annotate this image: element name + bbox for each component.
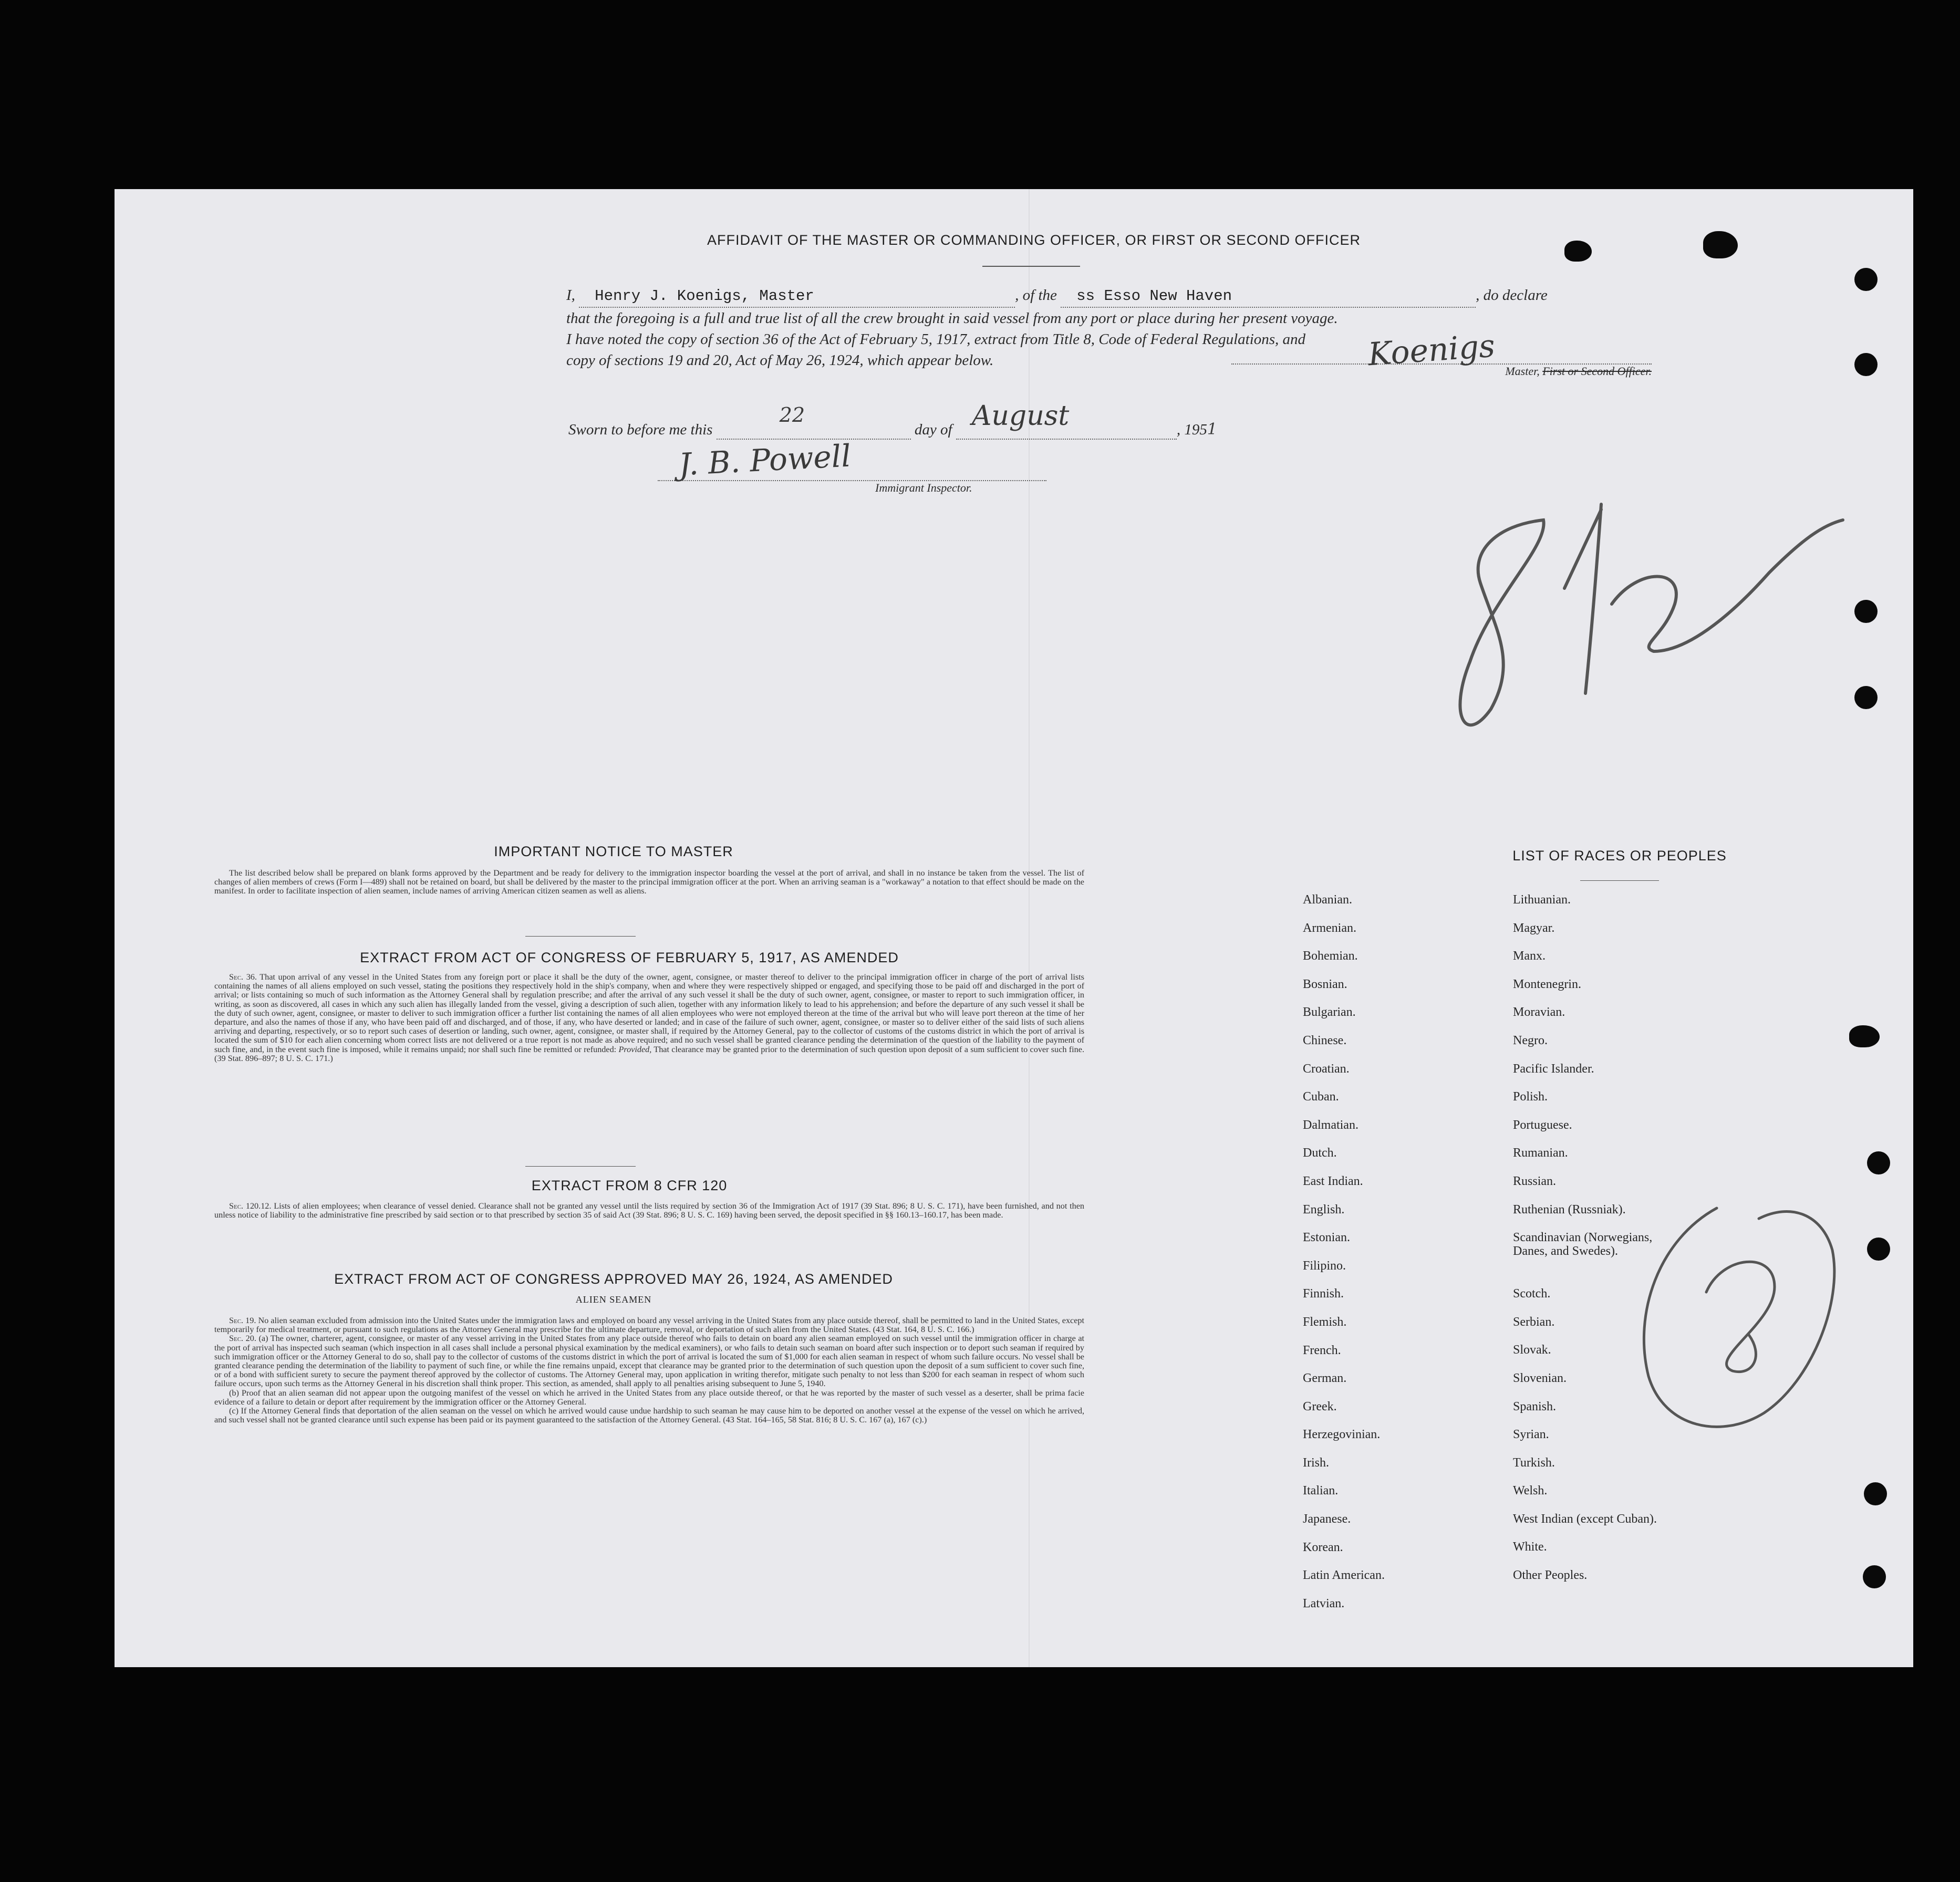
- race-item: Serbian.: [1513, 1315, 1555, 1329]
- race-item: Manx.: [1513, 949, 1546, 963]
- handwritten-date-mark: [1391, 462, 1864, 756]
- race-item: Pacific Islander.: [1513, 1062, 1594, 1076]
- races-left-column: [1303, 893, 1502, 1625]
- struck-caption: First or Second Officer.: [1542, 365, 1652, 378]
- race-item: Spanish.: [1513, 1399, 1557, 1413]
- sec-20c-paragraph: (c) If the Attorney General finds that deportation of the alien seaman on the vessel on which he arrived would cause undue hardship to such seaman he may cause him to be deported on another vessel at the expense of the vessel on which he arrived, and such vessel shall not be granted clearance until such expense has been paid or its payment guaranteed to the satisfaction of the Attorney General. (43 Stat. 164–165, 58 Stat. 816; 8 U. S. C. 167 (a), 167 (c).): [214, 1406, 1084, 1425]
- race-item: Cuban.: [1303, 1090, 1339, 1104]
- title-rule: [982, 266, 1080, 267]
- year-suffix: 1: [1207, 420, 1217, 439]
- race-item: Welsh.: [1513, 1484, 1548, 1498]
- race-item: Finnish.: [1303, 1287, 1344, 1301]
- of-the-label: , of the: [1015, 287, 1057, 304]
- sec-120-label: Sec. 120.12.: [229, 1201, 272, 1211]
- race-item: German.: [1303, 1371, 1347, 1386]
- sec-36-text-end: That clearance may be granted prior to the determination of such question upon deposit of a sum sufficient to cover such fine. (39 Stat. 896–897; 8 U. S. C. 171.): [214, 1044, 1084, 1063]
- races-rule: [1580, 880, 1659, 881]
- race-item: Latin American.: [1303, 1568, 1385, 1583]
- punch-hole: [1863, 1565, 1886, 1588]
- race-item: White.: [1513, 1540, 1547, 1554]
- race-item: Turkish.: [1513, 1455, 1555, 1470]
- race-item: Flemish.: [1303, 1315, 1347, 1329]
- year-prefix: , 195: [1176, 421, 1207, 438]
- race-item: West Indian (except Cuban).: [1513, 1512, 1657, 1526]
- declaration-line-1: [566, 285, 1648, 308]
- race-item: Latvian.: [1303, 1596, 1345, 1610]
- sworn-prefix: Sworn to before me this: [568, 421, 713, 438]
- master-signature-block: [1200, 327, 1652, 378]
- race-item: Italian.: [1303, 1484, 1339, 1498]
- section-rule: [525, 1166, 636, 1167]
- master-name: Henry J. Koenigs, Master: [595, 287, 814, 305]
- race-item: Herzegovinian.: [1303, 1428, 1381, 1442]
- race-item: Greek.: [1303, 1399, 1337, 1413]
- sec-19-label: Sec. 19.: [229, 1316, 256, 1325]
- sec-19-paragraph: [214, 1316, 1084, 1334]
- sec-20a-text: (a) The owner, charterer, agent, consignee, or master of any vessel arriving in the United States from any place outside thereof who fails to detain on board any alien seaman employed on such vessel until the immigration officer in charge at the port of arrival has inspected such seaman (which inspection in all cases shall include a personal physical examination by the medical examiners), or who fails to detain such seaman on board after such inspection or to deport such seaman if required by such immigration officer or the Attorney General to do so, shall pay to the collector of customs of the customs district in which the port of arrival is located the sum of $1,000 for each alien seaman in respect of whom such failure occurs. No vessel shall be granted clearance pending the determination of the liability to payment of such fine, or while the fine remains unpaid, except that clearance may be granted prior to the determination of such question upon the deposit of a sum sufficient to cover such fine, or of a bond with sufficient surety to secure the payment thereof approved by the collector of customs. The Attorney General may, upon application in writing therefor, mitigate such penalty to not less than $200 for each seaman in respect of whom such failure occurs, upon such terms as the Attorney General in his discretion shall think proper. This section, as amended, shall apply to all penalties arising subsequent to June 5, 1940.: [214, 1334, 1085, 1389]
- sworn-month-field: [956, 400, 1177, 440]
- sec-36-paragraph: [214, 973, 1084, 1063]
- inspector-signature-block: [658, 438, 1046, 495]
- punch-hole: [1864, 1482, 1887, 1505]
- race-item: French.: [1303, 1343, 1341, 1357]
- date-mark-text: 8/22: [1391, 462, 1392, 463]
- declaration-line-3: I have noted the copy of section 36 of the Act of February 5, 1917, extract from Title 8, Code of Federal Regulations, and: [566, 331, 1306, 348]
- sec-20-label: Sec. 20.: [229, 1334, 256, 1344]
- sec-20b-paragraph: (b) Proof that an alien seaman did not appear upon the outgoing manifest of the vessel on which he arrived in the United States from any place outside thereof, or that he was reported by the master of such vessel as a deserter, shall be prima facie evidence of a failure to detain or deport after requirement by the immigration officer or the Attorney General.: [214, 1388, 1084, 1407]
- extract-cfr-text: [214, 1202, 1084, 1220]
- punch-hole: [1867, 1151, 1890, 1174]
- sec-36-label: Sec. 36.: [229, 972, 257, 982]
- declaration-line-4: copy of sections 19 and 20, Act of May 26, 1924, which appear below.: [566, 352, 994, 369]
- race-item: Rumanian.: [1513, 1146, 1568, 1160]
- race-item: Slovenian.: [1513, 1371, 1567, 1385]
- master-name-field: [579, 285, 1015, 308]
- vessel-name: ss Esso New Haven: [1076, 287, 1232, 305]
- race-item: Japanese.: [1303, 1512, 1351, 1526]
- race-item: Filipino.: [1303, 1259, 1346, 1273]
- race-item: Estonian.: [1303, 1231, 1350, 1245]
- declaration-line-2: that the foregoing is a full and true list of all the crew brought in said vessel from any port or place during her present voyage.: [566, 310, 1338, 327]
- master-signature: Koenigs: [1366, 327, 1497, 373]
- race-item: Dalmatian.: [1303, 1118, 1358, 1132]
- sec-36-text: That upon arrival of any vessel in the United States from any foreign port or place it shall be the duty of the owner, agent, consignee, or master thereof to deliver to the principal immigration officer in charge of the port of arrival lists containing the names of all aliens employed on such vessel, stating the positions they respectively hold in the ship's company, when and where they were respectively shipped or engaged, and specifying those to be paid off and discharged in the port of arrival; or lists containing so much of such information as the Attorney General shall by regulation prescribe; and after the arrival of any such vessel it shall be the duty of such owner, agent, consignee, or master to report to such immigration officer, in writing, as soon as discovered, all cases in which any such alien has illegally landed from the vessel, giving a description of such alien, together with any information likely to lead to his apprehension; and before the departure of any such vessel it shall be the duty of such owner, agent, consignee, or master to deliver to such immigration officer a further list containing the names of all alien employees who were not employed thereon at the time of the arrival but who will leave port thereon at the time of her departure, and also the names of those if any, who have been paid off and discharged, and of those, if any, who have deserted or landed; and in case of the failure of such owner, agent, consignee, or master so to deliver either of the said lists of such aliens arriving and departing, respectively, or so to report such cases of desertion or landing, such owner, agent, consignee, or master shall, if required by the Attorney General, pay to the collector of customs of the customs district in which the port of arrival is located the sum of $10 for each alien concerning whom correct lists are not delivered or a true report is not made as above required; and no such vessel shall be granted clearance pending the determination of the question of the liability to the payment of such fine, and, in the event such fine is imposed, while it remains unpaid; nor shall such fine be remitted or refunded:: [214, 972, 1084, 1054]
- sec-120-text: Lists of alien employees; when clearance of vessel denied. Clearance shall not be granted any vessel until the lists required by section 36 of the Immigration Act of 1917 (39 Stat. 896; 8 U. S. C. 171), have been furnished, and not then unless notice of liability to the administrative fine prescribed by said section or to that prescribed by section 35 of said Act (39 Stat. 896; 8 U. S. C. 169) having been served, the deposit specified in §§ 160.13–160.17, has been made.: [214, 1201, 1084, 1220]
- race-item: Magyar.: [1513, 921, 1555, 935]
- race-item: Scotch.: [1513, 1287, 1551, 1301]
- do-declare-label: , do declare: [1476, 287, 1548, 304]
- punch-hole: [1854, 268, 1878, 291]
- ink-blot: [1703, 231, 1738, 258]
- sec-19-text: No alien seaman excluded from admission into the United States under the immigration laws and employed on board any vessel arriving in the United States from any place outside thereof, shall be permitted to land in the United States, except temporarily for medical treatment, or pursuant to such regulations as the Attorney General may prescribe for the ultimate departure, removal, or deportation of such alien from the United States. (43 Stat. 164, 8 U. S. C. 166.): [214, 1316, 1085, 1335]
- proviso-label: Provided,: [618, 1044, 652, 1054]
- race-item: Ruthenian (Russniak).: [1513, 1202, 1626, 1216]
- extract-1917-title: EXTRACT FROM ACT OF CONGRESS OF FEBRUARY 5, 1917, AS AMENDED: [360, 950, 899, 965]
- day-of-label: day of: [914, 421, 952, 438]
- race-item: Bohemian.: [1303, 949, 1358, 963]
- race-item: Portuguese.: [1513, 1118, 1572, 1132]
- race-item: East Indian.: [1303, 1174, 1363, 1188]
- race-item: Scandinavian (Norwegians, Danes, and Swedes).: [1513, 1231, 1653, 1259]
- vessel-name-field: [1061, 285, 1476, 308]
- sec-120-paragraph: [214, 1202, 1084, 1220]
- extract-1924-title: EXTRACT FROM ACT OF CONGRESS APPROVED MAY 26, 1924, AS AMENDED: [334, 1271, 893, 1287]
- races-title: LIST OF RACES OR PEOPLES: [1512, 848, 1727, 864]
- punch-hole: [1854, 353, 1878, 376]
- race-item: Albanian.: [1303, 893, 1352, 907]
- sworn-day: 22: [779, 403, 805, 427]
- master-caption: Master,: [1505, 365, 1540, 378]
- section-rule: [525, 936, 636, 937]
- inspector-signature: J. B. Powell: [678, 438, 852, 483]
- alien-seamen-subtitle: ALIEN SEAMEN: [575, 1294, 652, 1305]
- race-item: English.: [1303, 1202, 1345, 1216]
- race-item: Croatian.: [1303, 1062, 1350, 1076]
- notice-text: [214, 869, 1084, 896]
- races-right-column: [1513, 893, 1839, 1597]
- race-item: Korean.: [1303, 1540, 1343, 1554]
- race-item: Lithuanian.: [1513, 893, 1571, 907]
- race-item: Montenegrin.: [1513, 977, 1581, 991]
- notice-paragraph: The list described below shall be prepared on blank forms approved by the Department and be ready for delivery to the immigration inspector boarding the vessel at the port of arrival, and shall in no instance be taken from the vessel. The list of changes of alien members of crews (Form I—489) shall not be retained on board, but shall be delivered by the master to the principal immigration officer at the port. When an arriving seaman is a "workaway" a notation to that effect should be made on the manifest. In order to facilitate inspection of alien seamen, include names of arriving American citizen seamen as well as aliens.: [214, 868, 1084, 896]
- race-item: Bulgarian.: [1303, 1005, 1356, 1020]
- race-item: Chinese.: [1303, 1033, 1347, 1047]
- race-item: Slovak.: [1513, 1343, 1551, 1357]
- circled-mark-text: 2: [1627, 1187, 1628, 1188]
- punch-hole: [1867, 1238, 1890, 1261]
- race-item: Bosnian.: [1303, 977, 1347, 991]
- race-item: Polish.: [1513, 1090, 1548, 1104]
- race-item: Moravian.: [1513, 1005, 1565, 1020]
- race-item: Irish.: [1303, 1455, 1329, 1470]
- ink-blot: [1849, 1025, 1880, 1047]
- race-item: Syrian.: [1513, 1428, 1549, 1442]
- extract-cfr-title: EXTRACT FROM 8 CFR 120: [531, 1178, 728, 1193]
- race-item: Russian.: [1513, 1174, 1557, 1188]
- document-sheet: [115, 189, 1913, 1667]
- declarant-prefix: I,: [566, 287, 575, 304]
- extract-1917-text: [214, 973, 1084, 1063]
- sworn-month: August: [971, 400, 1070, 432]
- affidavit-title: AFFIDAVIT OF THE MASTER OR COMMANDING OFFICER, OR FIRST OR SECOND OFFICER: [707, 232, 1361, 248]
- race-item: Dutch.: [1303, 1146, 1337, 1160]
- notice-title: IMPORTANT NOTICE TO MASTER: [494, 844, 733, 859]
- race-item: Negro.: [1513, 1033, 1548, 1047]
- inspector-caption: Immigrant Inspector.: [875, 481, 972, 494]
- sworn-day-field: [717, 403, 911, 440]
- sworn-line: [568, 400, 1217, 440]
- ink-blot: [1564, 241, 1592, 262]
- sec-20a-paragraph: [214, 1334, 1084, 1388]
- race-item: Armenian.: [1303, 921, 1356, 935]
- extract-1924-text: [214, 1316, 1084, 1425]
- race-item: Other Peoples.: [1513, 1568, 1588, 1583]
